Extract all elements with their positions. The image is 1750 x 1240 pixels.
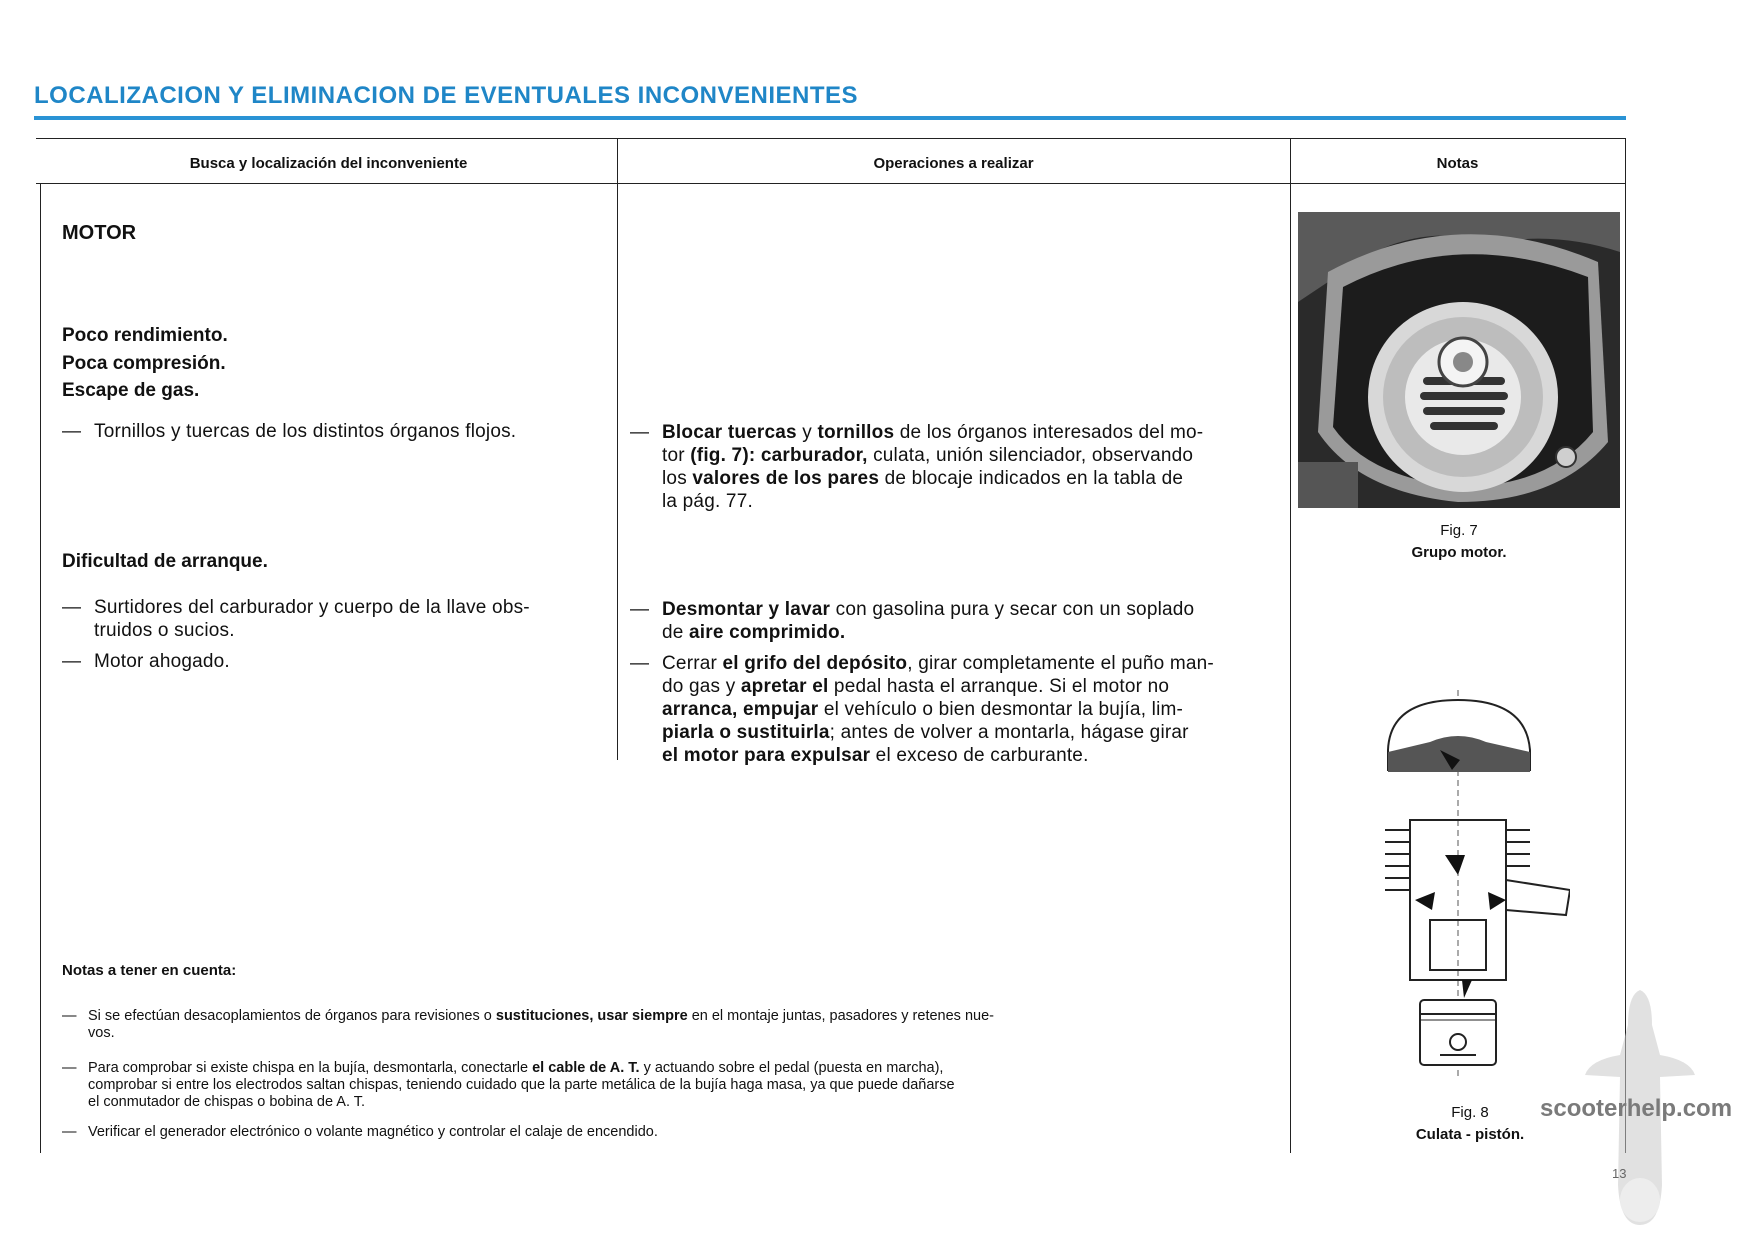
bullet-dash: — [62, 1124, 77, 1140]
note-item-1 [62, 1008, 1252, 1042]
operation-blocar-tuercas [630, 421, 1285, 513]
op-text-run: apretar el [740, 676, 829, 697]
page-title: LOCALIZACION Y ELIMINACION DE EVENTUALES INCONVENIENTES [34, 82, 859, 109]
note-run: comprobar si entre los electrodos saltan chispas, teniendo cuidado que la parte metálica de la bujía haga masa, ya que puede dañarse [88, 1077, 955, 1093]
op-text-run: el grifo del depósito [722, 653, 908, 674]
operation-cerrar-grifo [630, 652, 1285, 767]
cause-line: Surtidores del carburador y cuerpo de la llave obs- [94, 597, 530, 618]
symptom-dificultad-arranque: Dificultad de arranque. [62, 551, 268, 572]
column-header-operations: Operaciones a realizar [873, 155, 1034, 172]
bullet-dash: — [62, 1060, 77, 1076]
op-text-run: Cerrar [662, 653, 723, 674]
op-text-run: el vehículo o bien desmontar la bujía, lim- [818, 699, 1184, 720]
op-text-run: de [662, 622, 690, 643]
symptom-poco-rendimiento: Poco rendimiento. [62, 325, 228, 346]
op-text-run: tornillos [817, 422, 895, 443]
symptom-escape-gas: Escape de gas. [62, 380, 200, 401]
op-text-run: los [662, 468, 693, 489]
op-text-run: arranca, empujar [662, 699, 819, 720]
op-text-run: y [796, 422, 818, 443]
figure-8-cylinder-drawing [1370, 680, 1570, 1090]
op-text-run: do gas y [662, 676, 741, 697]
note-item-3 [62, 1124, 1252, 1141]
bullet-dash: — [62, 597, 82, 618]
op-text-run: valores de los pares [692, 468, 880, 489]
note-item-2 [62, 1060, 1252, 1111]
note-run: y actuando sobre el pedal (puesta en marcha), [639, 1060, 944, 1076]
note-run: Si se efectúan desacoplamientos de órganos para revisiones o [88, 1008, 496, 1024]
operation-desmontar-lavar [630, 598, 1285, 644]
table-top-rule [36, 138, 1626, 139]
op-text-run: (fig. 7): carburador, [690, 445, 868, 466]
note-run: el cable de A. T. [532, 1060, 640, 1076]
note-text [88, 1060, 1252, 1111]
note-run: en el montaje juntas, pasadores y retenes nue- [687, 1008, 994, 1024]
operation-text [662, 652, 1285, 767]
bullet-dash: — [630, 599, 650, 620]
figure-8-label: Fig. 8 [1451, 1104, 1489, 1121]
cause-tornillos-flojos [62, 420, 612, 443]
op-text-run: de los órganos interesados del mo- [894, 422, 1204, 443]
bullet-dash: — [630, 422, 650, 443]
cause-motor-ahogado [62, 650, 612, 673]
op-text-run: culata, unión silenciador, observando [867, 445, 1194, 466]
note-run: el conmutador de chispas o bobina de A. T. [88, 1094, 366, 1110]
page-number: 13 [1612, 1166, 1627, 1181]
op-text-run: piarla o sustituirla [662, 722, 830, 743]
op-text-run: Blocar tuercas [662, 422, 797, 443]
bullet-dash: — [62, 651, 82, 672]
operation-text [662, 421, 1285, 513]
operation-text [662, 598, 1285, 644]
table-left-border [40, 183, 41, 1153]
figure-7-engine-photo [1298, 212, 1620, 508]
bullet-dash: — [630, 653, 650, 674]
bullet-dash: — [62, 1008, 77, 1024]
op-text-run: Desmontar y lavar [662, 599, 831, 620]
note-text: Verificar el generador electrónico o volante magnético y controlar el calaje de encendido. [88, 1124, 658, 1140]
figure-7-title: Grupo motor. [1411, 544, 1507, 561]
notes-title: Notas a tener en cuenta: [62, 962, 237, 979]
column-header-causes: Busca y localización del inconveniente [189, 155, 468, 172]
section-heading-motor: MOTOR [62, 222, 137, 244]
op-text-run: con gasolina pura y secar con un soplado [830, 599, 1195, 620]
table-col-divider-1 [617, 138, 618, 760]
figure-7-label: Fig. 7 [1440, 522, 1478, 539]
table-col-divider-2 [1290, 138, 1291, 1153]
op-text-run: el motor para expulsar [662, 745, 871, 766]
title-rule [34, 116, 1626, 120]
op-text-run: el exceso de carburante. [870, 745, 1089, 766]
bullet-dash: — [62, 421, 82, 442]
cause-surtidores-sucios [62, 596, 612, 642]
note-run: Para comprobar si existe chispa en la bujía, desmontarla, conectarle [88, 1060, 533, 1076]
op-text-run: la pág. 77. [662, 491, 753, 512]
op-text-run: aire comprimido. [689, 622, 846, 643]
figure-7-caption [1298, 520, 1620, 564]
note-text [88, 1008, 1252, 1042]
cause-text [94, 596, 612, 642]
cause-text: Tornillos y tuercas de los distintos órganos flojos. [94, 421, 517, 442]
cause-text: Motor ahogado. [94, 651, 230, 672]
table-header-rule [36, 183, 1626, 184]
op-text-run: pedal hasta el arranque. Si el motor no [828, 676, 1170, 697]
symptom-poca-compresion: Poca compresión. [62, 353, 226, 374]
cause-line: truidos o sucios. [94, 620, 235, 641]
column-header-notes: Notas [1436, 155, 1479, 172]
op-text-run: , girar completamente el puño man- [907, 653, 1214, 674]
op-text-run: tor [662, 445, 691, 466]
note-run: vos. [88, 1025, 115, 1041]
note-run: sustituciones, usar siempre [495, 1008, 688, 1024]
figure-8-title: Culata - pistón. [1415, 1126, 1525, 1143]
watermark-text: scooterhelp.com [1540, 1095, 1733, 1122]
op-text-run: de blocaje indicados en la tabla de [879, 468, 1184, 489]
op-text-run: ; antes de volver a montarla, hágase girar [829, 722, 1189, 743]
